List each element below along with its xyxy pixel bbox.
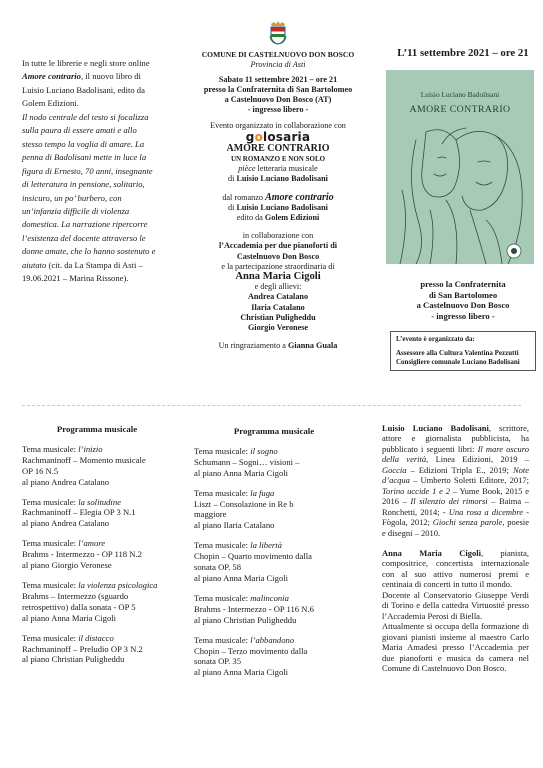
program-piece <box>194 488 354 532</box>
entry-note: - ingresso libero - <box>247 105 309 115</box>
piece-line: al piano Anna Maria Cigoli <box>194 667 289 678</box>
quote-line: l’esistenza del docente attraverso le <box>22 232 146 243</box>
theme-name: l’amore <box>78 538 106 549</box>
author-line <box>188 174 368 184</box>
organizer-line: Consigliere comunale Luciano Badolisani <box>396 358 520 366</box>
piece-line: al piano Christian Puligheddu <box>22 654 125 665</box>
theme-pre: Tema musicale: <box>194 487 251 498</box>
book-cover-image <box>386 70 534 264</box>
student-name: Christian Puligheddu <box>240 312 316 322</box>
theme-pre: Tema musicale: <box>194 540 251 551</box>
logo-part: losaria <box>263 129 311 144</box>
theme-pre: Tema musicale: <box>22 496 79 507</box>
bio-cigoli <box>382 548 529 590</box>
cover-author: Luisio Luciano Badolisani <box>420 90 500 99</box>
quote-line: donne amate, che lo hanno sostenuto e <box>22 246 156 257</box>
event-date-title: L’11 settembre 2021 – ore 21 <box>397 47 529 59</box>
bio-name: Anna Maria Cigoli <box>382 547 481 558</box>
bio-text: , scrittore, attore e giornalista pubblicista, ha pubblicato i seguenti libri: <box>382 423 529 454</box>
author-name: Luisio Luciano Badolisani <box>236 202 328 212</box>
theme-name: la libertà <box>250 540 282 551</box>
program-piece <box>194 635 354 679</box>
music-program-1 <box>22 424 172 674</box>
publisher-pre: edito da <box>236 213 265 223</box>
theme-pre: Tema musicale: <box>22 579 79 590</box>
venue-line: - ingresso libero - <box>431 310 495 321</box>
bio-text: – Baima – Ronchetti, 2014; - <box>382 496 529 517</box>
bio-cigoli-teaching: Docente al Conservatorio Giuseppe Verdi di Torino e della cattedra Virtuosité presso l’Accademia Perosi di Biella. <box>382 589 529 621</box>
piece-theme <box>22 580 172 591</box>
theme-name: la violenza psicologica <box>78 579 158 590</box>
piece-line: al piano Anna Maria Cigoli <box>194 572 289 583</box>
golosaria-logo <box>188 129 368 144</box>
bio-book: Il mare oscuro della verità <box>382 443 529 465</box>
publisher-line <box>188 213 368 223</box>
intro-text <box>22 57 168 286</box>
venue-line: a Castelnuovo Don Bosco <box>416 300 510 311</box>
theme-pre: Tema musicale: <box>22 443 79 454</box>
piece-line: al piano Ilaria Catalano <box>194 520 275 531</box>
bio-text: – Yume Book, 2015 e 2016 – <box>382 485 529 507</box>
bio-text: – Umberto Soletti Editore, 2017; <box>409 475 529 486</box>
music-program-2 <box>194 426 354 687</box>
theme-pre: Tema musicale: <box>22 538 79 549</box>
piece-line: Brahms - Intermezzo - OP 116 N.6 <box>194 603 314 614</box>
intro-line-rest: , il nuovo libro di <box>80 71 141 82</box>
venue-line: presso la Confraternita di San Bartolomeo <box>203 84 353 94</box>
logo-part: g <box>245 129 255 144</box>
student-name: Andrea Catalano <box>247 292 309 302</box>
show-title: AMORE CONTRARIO <box>226 142 330 154</box>
intro-line <box>22 70 168 83</box>
program-piece <box>22 580 172 624</box>
logo-part: o <box>254 129 264 144</box>
piece-line: Rachmaninoff – Preludio OP 3 N.2 <box>22 643 143 654</box>
piece-theme <box>194 593 354 604</box>
novel-line <box>188 193 368 203</box>
program-heading: Programma musicale <box>233 426 315 436</box>
novel-title: Amore contrario <box>265 191 334 203</box>
piece-line: Chopin – Quarto movimento dalla <box>194 551 312 562</box>
piece-line: OP 16 N.5 <box>22 465 59 476</box>
thanks-name: Gianna Guala <box>287 341 338 351</box>
students-intro: e degli allievi: <box>254 282 302 292</box>
show-subtitle: UN ROMANZO E NON SOLO <box>230 155 326 164</box>
piece-line: maggiore <box>194 509 227 520</box>
section-divider <box>22 405 521 406</box>
theme-name: l’abbandono <box>250 634 295 645</box>
bio-text: , poesie e disegni – 2010. <box>382 517 529 538</box>
piece-theme <box>22 633 172 644</box>
cover-illustration <box>386 70 534 264</box>
theme-pre: Tema musicale: <box>194 634 251 645</box>
quote-line <box>22 259 168 272</box>
bio-book: Una rosa a dicembre <box>448 506 524 517</box>
program-piece <box>22 538 172 571</box>
piece-theme <box>194 540 354 551</box>
event-header <box>188 21 368 351</box>
by-word: di <box>228 174 237 184</box>
program-piece <box>194 540 354 584</box>
organizers-box <box>390 331 536 371</box>
venue-line: a Castelnuovo Don Bosco (AT) <box>224 95 332 105</box>
intro-line: Luisio Luciano Badolisani, edito da <box>22 84 145 95</box>
piece-line: Brahms - Intermezzo - OP 118 N.2 <box>22 549 142 560</box>
quote-citation: (cit. da La Stampa di Asti – <box>46 259 143 270</box>
thanks-pre: Un ringraziamento a <box>218 341 288 351</box>
bio-badolisani <box>382 423 529 538</box>
bio-text: – Edizioni Tripla E., 2019; <box>406 464 513 475</box>
quote-line: sulla paura di essere amati e allo <box>22 125 137 136</box>
piece-theme <box>22 444 172 455</box>
municipal-crest-icon <box>268 21 288 45</box>
theme-pre: Tema musicale: <box>194 592 251 603</box>
piece-line: Chopin – Terzo movimento dalla <box>194 645 308 656</box>
venue-block <box>386 279 540 321</box>
program-heading: Programma musicale <box>56 424 138 434</box>
theme-name: malinconia <box>250 592 289 603</box>
organizer-line: Assessore alla Cultura Valentina Pezzutti <box>396 349 519 357</box>
intro-line: In tutte le librerie e negli store online <box>22 58 150 68</box>
piece-line: sonata OP. 58 <box>194 562 242 573</box>
piece-word: pièce <box>238 164 256 174</box>
intro-line: Golem Edizioni. <box>22 98 79 109</box>
piece-theme <box>22 538 172 549</box>
bio-cigoli-current: Attualmente si occupa della formazione di giovani pianisti insieme al maestro Carlo Maria Amadesi presso l’Accademia per due pianoforti e musica da camera nel Comune di Castelnuovo Don Bosco. <box>382 621 529 673</box>
bio-name: Luisio Luciano Badolisani <box>382 423 489 433</box>
theme-name: l’inizio <box>78 443 103 454</box>
quote-word: aiutato <box>22 259 47 270</box>
theme-pre: Tema musicale: <box>22 632 79 643</box>
piece-theme <box>22 497 172 508</box>
piece-line: al piano Christian Puligheddu <box>194 614 297 625</box>
student-name: Giorgio Veronese <box>247 323 309 333</box>
quote-citation-end: 19.06.2021 – Marina Rissone). <box>22 273 129 284</box>
bio-text: , pianista, compositrice, concertista internazionale con al suo attivo numerosi premi e centinaia di concerti in tutto il mondo. <box>382 547 529 590</box>
piece-line: Schumann – Sogni… visioni – <box>194 456 300 467</box>
program-piece <box>194 446 354 479</box>
program-piece <box>22 444 172 488</box>
piece-line: Rachmaninoff – Momento musicale <box>22 454 146 465</box>
piece-line: al piano Anna Maria Cigoli <box>22 612 117 623</box>
piece-line: Rachmaninoff – Elegia OP 3 N.1 <box>22 507 136 518</box>
quote-line: di letteratura in pensione, solitario, <box>22 179 145 190</box>
biographies <box>382 423 529 673</box>
theme-name: la solitudine <box>78 496 121 507</box>
publisher-name: Golem Edizioni <box>264 213 320 223</box>
piece-line: Liszt – Consolazione in Re b <box>194 498 294 509</box>
piece-line: al piano Giorgio Veronese <box>22 560 112 571</box>
piece-theme <box>194 635 354 646</box>
academy-line: l’Accademia per due pianoforti di <box>218 241 338 251</box>
theme-name: la fuga <box>250 487 275 498</box>
venue-line: presso la Confraternita <box>420 279 506 289</box>
program-piece <box>22 633 172 666</box>
piece-line: al piano Anna Maria Cigoli <box>194 467 289 478</box>
author-name: Luisio Luciano Badolisani <box>236 174 328 184</box>
provincia: Provincia di Asti <box>250 60 306 70</box>
piece-line: al piano Andrea Catalano <box>22 476 110 487</box>
piece-theme <box>194 488 354 499</box>
author-line <box>188 203 368 213</box>
venue-line: di San Bartolomeo <box>428 289 498 300</box>
bio-text: , Linea Edizioni, 2019 – <box>426 454 530 465</box>
theme-pre: Tema musicale: <box>194 445 251 456</box>
bio-book: Giochi senza parole <box>432 517 503 528</box>
piece-line: retrospettivo) dalla sonata - OP 5 <box>22 601 136 612</box>
piece-line: al piano Andrea Catalano <box>22 518 110 529</box>
quote-line: Il nodo centrale del testo si focalizza <box>22 111 149 122</box>
bio-text: - Fògola, 2012; <box>382 506 529 528</box>
bio-book: Torino uccide 1 e 2 <box>382 485 450 496</box>
quote-line: un’infanzia difficile di violenza <box>22 205 130 216</box>
organizers-title: L’evento è organizzato da: <box>396 335 475 343</box>
student-name: Ilaria Catalano <box>251 302 305 312</box>
piece-line: Brahms – Intermezzo (sguardo <box>22 590 129 601</box>
program-piece <box>194 593 354 626</box>
by-word: di <box>228 202 237 212</box>
thanks-line <box>188 341 368 351</box>
academy-line: Castelnuovo Don Bosco <box>236 251 320 261</box>
event-date: Sabato 11 settembre 2021 – ore 21 <box>218 74 338 84</box>
novel-pre: dal romanzo <box>222 192 266 202</box>
theme-name: il distacco <box>78 632 114 643</box>
featured-pianist: Anna Maria Cigoli <box>235 271 321 283</box>
intro-quote <box>22 111 168 272</box>
theme-name: il sogno <box>250 445 278 456</box>
collab-note: in collaborazione con <box>242 231 314 241</box>
quote-line: insicuro, un po’ burbero, con <box>22 192 122 203</box>
comune-name: COMUNE DI CASTELNUOVO DON BOSCO <box>201 50 355 60</box>
quote-line: penna di Badolisani mette in luce la <box>22 152 147 163</box>
cover-title: AMORE CONTRARIO <box>409 104 511 115</box>
bio-book: Goccia <box>382 464 407 475</box>
organized-note: Evento organizzato in collaborazione con <box>210 121 346 131</box>
piece-theme <box>194 446 354 457</box>
participation-note: e la partecipazione straordinaria di <box>221 261 335 271</box>
piece-rest: letteraria musicale <box>255 164 318 174</box>
piece-line <box>188 164 368 174</box>
book-title: Amore contrario <box>22 71 81 82</box>
piece-line: sonata OP. 35 <box>194 656 242 667</box>
quote-line: domestica. La narrazione ripercorre <box>22 219 148 230</box>
bio-book: Il silenzio dei rimorsi <box>410 496 488 507</box>
bio-book: Note d’acqua <box>382 464 529 486</box>
quote-line: figura di Ernesto, 70 anni, insegnante <box>22 165 153 176</box>
program-piece <box>22 497 172 530</box>
quote-line: stesso tempo la voglia di amare. La <box>22 138 145 149</box>
